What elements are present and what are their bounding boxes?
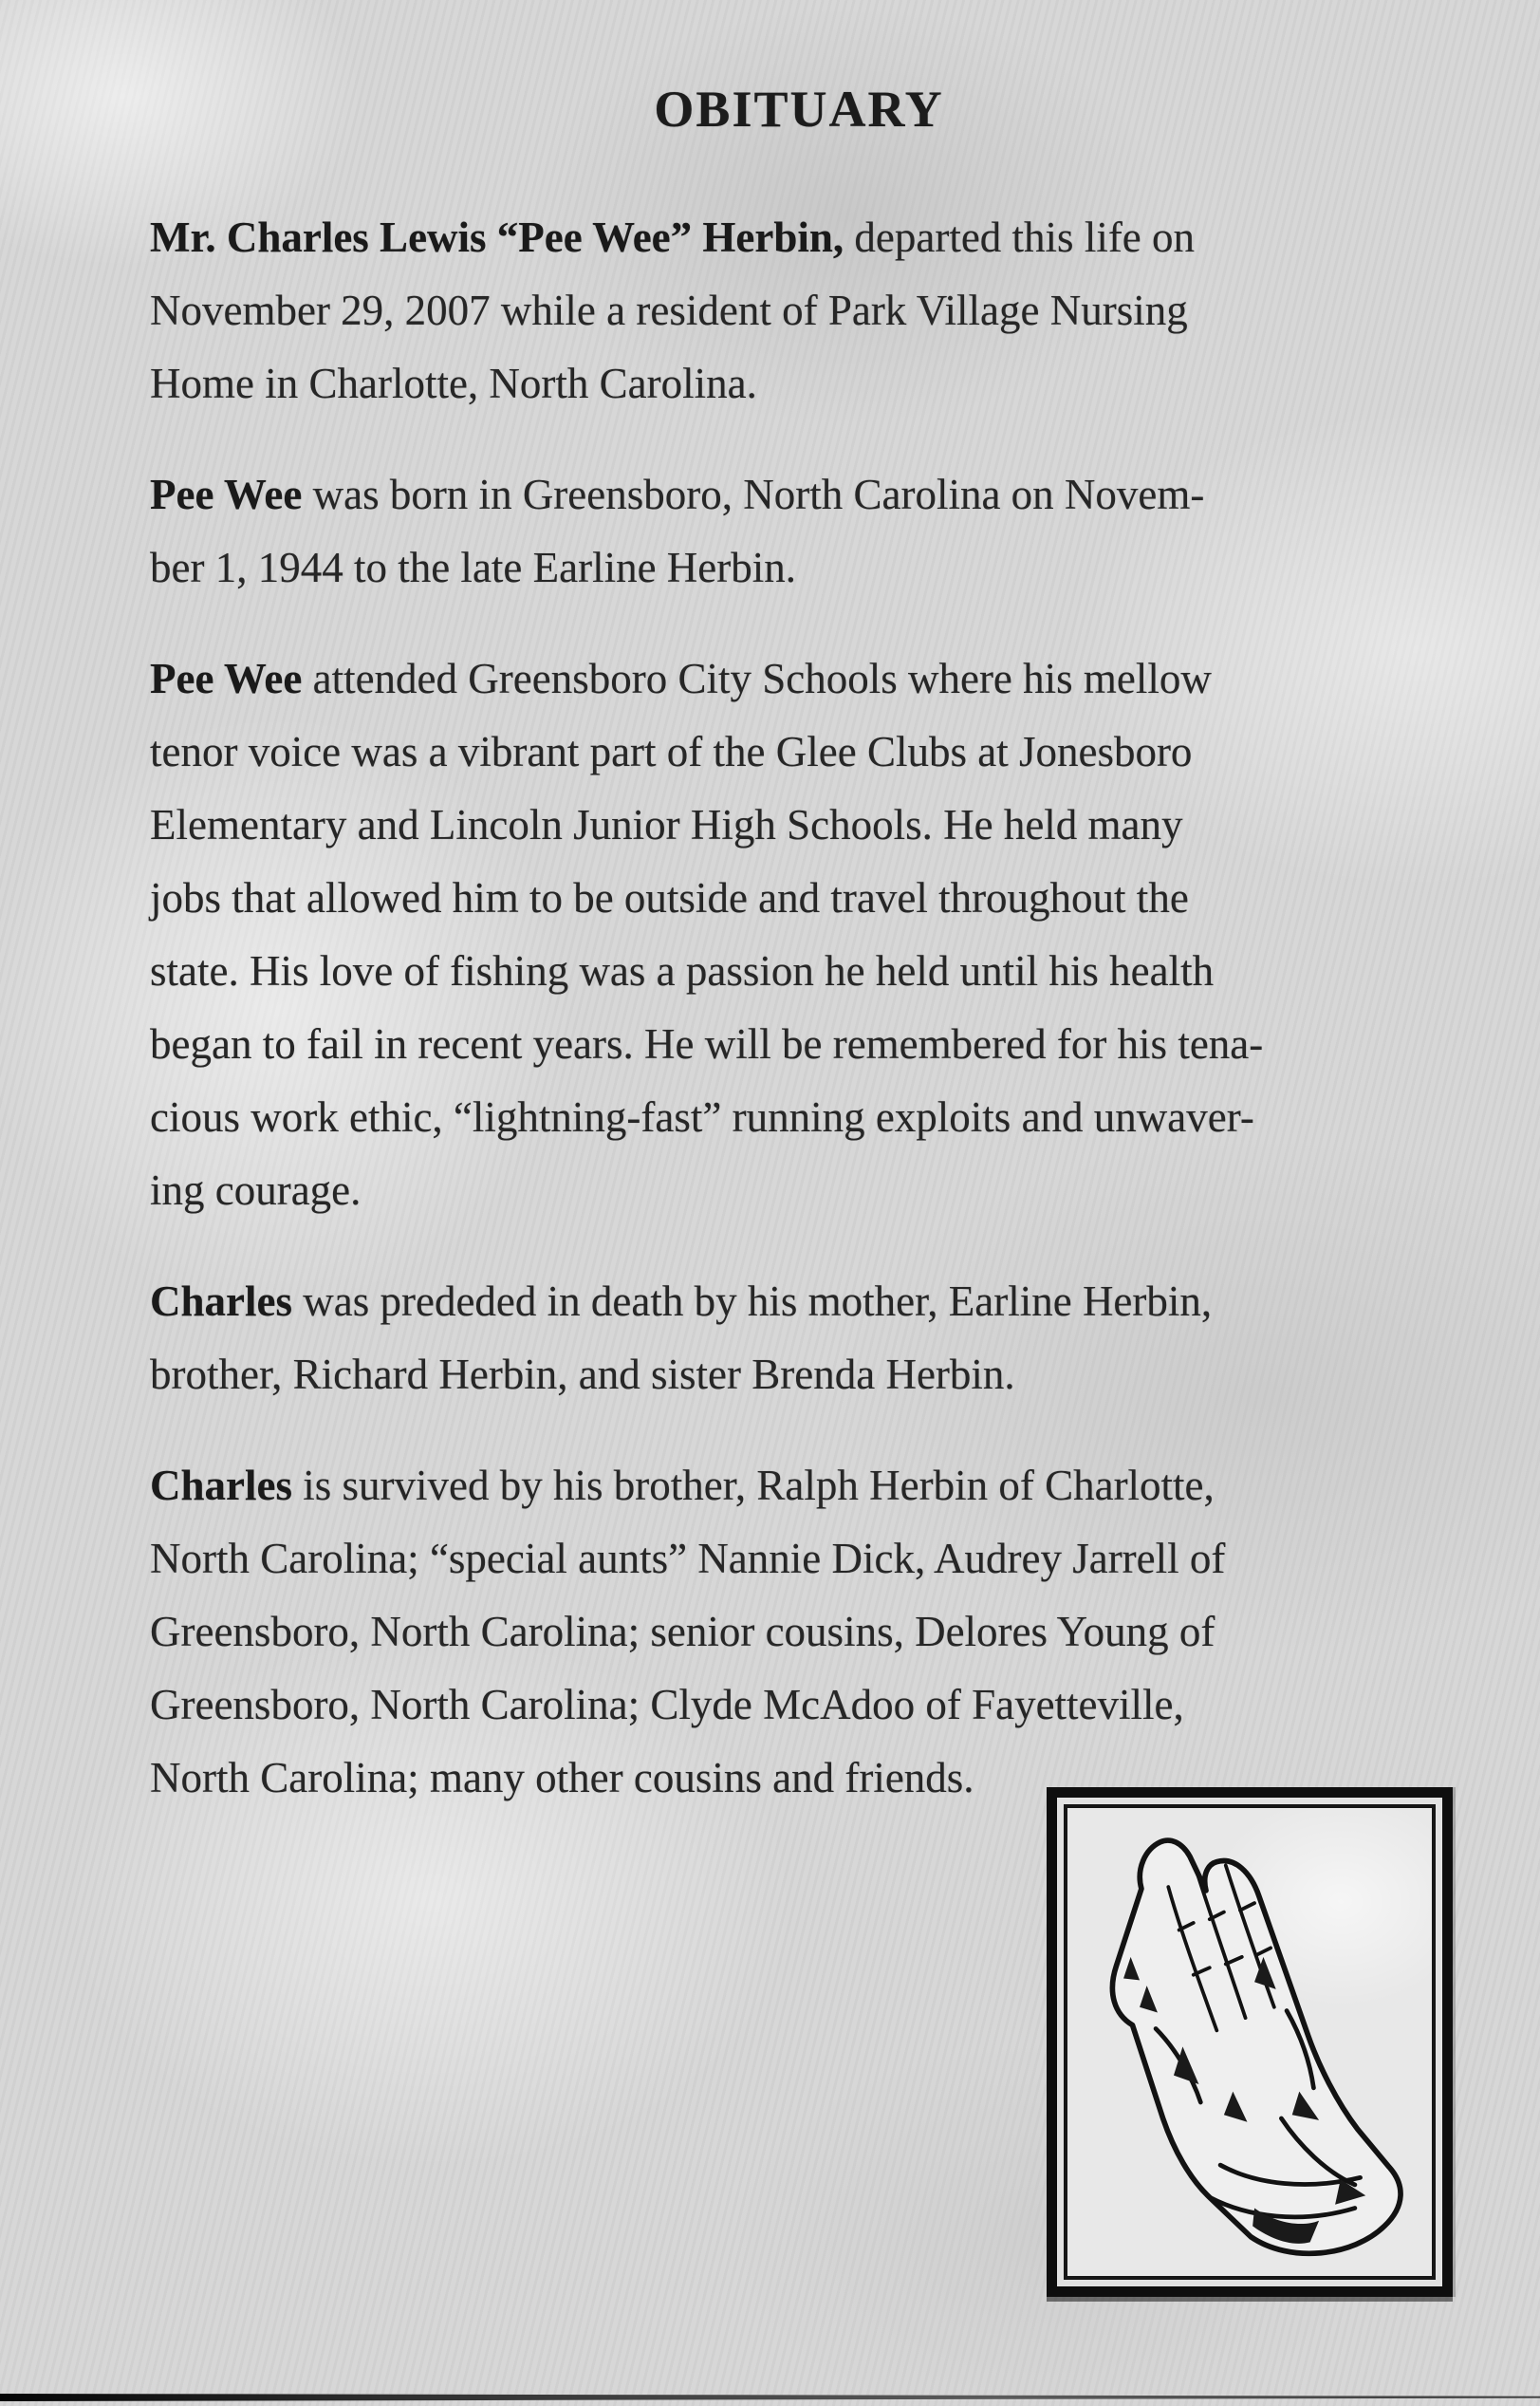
scan-artifact-line — [0, 2394, 1540, 2401]
text-line: Mr. Charles Lewis “Pee Wee” Herbin, departed this life on — [150, 214, 1196, 261]
text-line: tenor voice was a vibrant part of the Glee Clubs at Jonesboro — [150, 728, 1193, 775]
text-line: state. His love of fishing was a passion he held until his health — [150, 947, 1215, 995]
text-line: Charles was prededed in death by his mother, Earline Herbin, — [150, 1278, 1213, 1325]
text-line: Greensboro, North Carolina; senior cousins, Delores Young of — [150, 1608, 1215, 1655]
text-line: Charles is survived by his brother, Ralph Herbin of Charlotte, — [150, 1462, 1215, 1509]
text-line: North Carolina; “special aunts” Nannie Dick, Audrey Jarrell of — [150, 1535, 1226, 1582]
praying-hands-icon — [1075, 1818, 1425, 2266]
text-line: Pee Wee attended Greensboro City Schools where his mellow — [150, 655, 1212, 702]
text-line: cious work ethic, “lightning-fast” running exploits and unwaver- — [150, 1093, 1254, 1141]
obituary-paragraph — [150, 458, 1448, 605]
text-line: Elementary and Lincoln Junior High Schools. He held many — [150, 801, 1183, 849]
text-line: began to fail in recent years. He will be remembered for his tena- — [150, 1020, 1264, 1068]
page-title: OBITUARY — [654, 81, 944, 138]
text-line: ing courage. — [150, 1166, 362, 1214]
text-line: jobs that allowed him to be outside and travel throughout the — [150, 874, 1189, 922]
praying-hands-frame — [1047, 1787, 1453, 2297]
text-line: Pee Wee was born in Greensboro, North Carolina on Novem- — [150, 471, 1205, 518]
text-column — [150, 80, 1448, 1853]
praying-hands-frame-inner — [1064, 1804, 1436, 2280]
text-line: Greensboro, North Carolina; Clyde McAdoo of Fayetteville, — [150, 1681, 1184, 1728]
text-line: November 29, 2007 while a resident of Park Village Nursing — [150, 287, 1188, 334]
obituary-body — [150, 201, 1448, 1815]
text-line: North Carolina; many other cousins and friends. — [150, 1754, 974, 1801]
obituary-paragraph — [150, 201, 1448, 420]
obituary-paragraph — [150, 1449, 1448, 1815]
text-line: Home in Charlotte, North Carolina. — [150, 360, 757, 407]
obituary-paragraph — [150, 643, 1448, 1227]
text-line: ber 1, 1944 to the late Earline Herbin. — [150, 544, 797, 591]
obituary-paragraph — [150, 1265, 1448, 1411]
text-line: brother, Richard Herbin, and sister Brenda Herbin. — [150, 1351, 1015, 1398]
